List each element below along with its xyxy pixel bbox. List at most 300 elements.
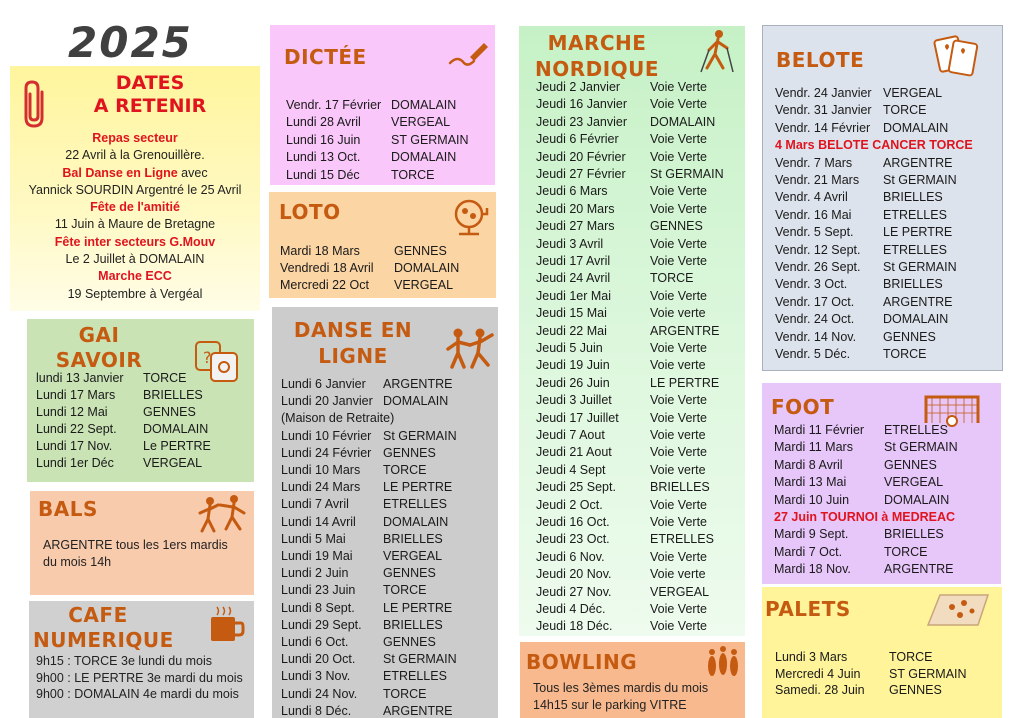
marche-place: DOMALAIN (650, 114, 716, 129)
marche-date: Jeudi 17 Avril (536, 254, 611, 268)
belote-row (775, 103, 1003, 120)
marche-place: Voie Verte (650, 149, 707, 164)
marche-date: Jeudi 3 Juillet (536, 393, 612, 408)
belote-date: Vendr. 14 Nov. (775, 329, 857, 344)
line-dancers-icon (444, 325, 496, 371)
foot-place: St GERMAIN (884, 440, 958, 455)
marche-row (536, 550, 741, 567)
marche-row (536, 411, 741, 428)
gai_savoir-date: Lundi 17 Nov. (36, 439, 113, 453)
marche-row (536, 393, 741, 410)
dictee-place: VERGEAL (391, 115, 451, 130)
foot-place: GENNES (884, 457, 937, 472)
foot-row (774, 440, 999, 457)
marche-row (536, 498, 741, 515)
marche-date: Jeudi 6 Nov. (536, 549, 605, 564)
marche-title: MARCHE NORDIQUE (534, 31, 660, 81)
dates-line-text: Fête inter secteurs G.Mouv (54, 234, 216, 249)
danse-row (281, 515, 496, 532)
belote-row (775, 347, 1003, 364)
palets-panel (762, 587, 1002, 718)
belote-row (775, 295, 1003, 312)
marche-row (536, 167, 741, 184)
dates-line (10, 268, 260, 285)
belote-date: 4 Mars BELOTE CANCER TORCE (775, 138, 973, 153)
marche-row (536, 428, 741, 445)
belote-row (775, 260, 1003, 277)
danse-place: BRIELLES (383, 531, 443, 546)
dictee-title: DICTÉE (284, 45, 367, 69)
dates-line (10, 130, 260, 147)
foot-place: ETRELLES (884, 423, 948, 437)
loto-row (280, 278, 492, 295)
marche-row (536, 80, 741, 97)
lottery-drum-icon (449, 196, 491, 238)
foot-date: Mardi 13 Mai (774, 475, 847, 490)
marche-place: Voie Verte (650, 132, 707, 147)
belote-row (775, 121, 1003, 138)
playing-cards-icon (933, 32, 981, 80)
marche-date: Jeudi 2 Janvier (536, 80, 621, 94)
dates-line-text: Bal Danse en Ligne (62, 165, 178, 180)
belote-panel (762, 25, 1003, 371)
marche-place: GENNES (650, 219, 703, 234)
foot-date: Mardi 11 Mars (774, 440, 853, 455)
marche-date: Jeudi 6 Février (536, 132, 619, 147)
belote-date: Vendr. 24 Janvier (775, 86, 872, 100)
danse-place: VERGEAL (383, 549, 443, 563)
danse-place: ARGENTRE (383, 377, 453, 391)
bowling-pins-icon (704, 644, 742, 680)
marche-row (536, 532, 741, 549)
danse-date: Lundi 8 Déc. (281, 703, 352, 718)
gai_savoir-date: lundi 13 Janvier (36, 371, 124, 385)
danse-date: Lundi 10 Mars (281, 463, 361, 477)
marche-panel (519, 26, 745, 636)
danse-row (281, 583, 496, 600)
marche-date: Jeudi 21 Aout (536, 445, 612, 460)
dates-panel (10, 66, 260, 311)
belote-place: ARGENTRE (883, 155, 953, 170)
marche-date: Jeudi 20 Nov. (536, 567, 612, 582)
dictee-date: Lundi 28 Avril (286, 115, 361, 130)
marche-date: Jeudi 5 Juin (536, 341, 603, 355)
belote-date: Vendr. 14 Février (775, 120, 871, 135)
marche-place: Voie Verte (650, 201, 707, 216)
danse-row (281, 566, 496, 583)
dictee-date: Lundi 15 Déc (286, 167, 360, 182)
marche-date: Jeudi 23 Oct. (536, 532, 610, 547)
marche-place: ETRELLES (650, 532, 714, 547)
danse-row (281, 497, 496, 514)
marche-date: Jeudi 27 Février (536, 167, 626, 181)
foot-date: 27 Juin TOURNOI à MEDREAC (774, 510, 956, 524)
marche-place: Voie verte (650, 462, 706, 477)
marche-date: Jeudi 23 Janvier (536, 114, 628, 129)
palets-place: GENNES (889, 683, 942, 697)
dates-line (10, 286, 260, 303)
svg-text:?: ? (203, 348, 212, 367)
loto-date: Mardi 18 Mars (280, 244, 360, 258)
gai-savoir-panel (27, 319, 254, 482)
danse-row (281, 669, 496, 686)
dates-line (10, 147, 260, 164)
nordic-walker-icon (695, 28, 737, 76)
belote-place: DOMALAIN (883, 120, 949, 135)
gai_savoir-row (36, 439, 251, 456)
dates-line-text: Repas secteur (92, 131, 178, 145)
foot-date: Mardi 10 Juin (774, 492, 850, 507)
palets-date: Samedi. 28 Juin (775, 683, 865, 697)
marche-row (536, 515, 741, 532)
marche-place: Voie Verte (650, 341, 707, 355)
danse-date: Lundi 2 Juin (281, 566, 349, 581)
bowling-text: Tous les 3èmes mardis du mois 14h15 sur le parking VITRE (533, 681, 709, 712)
marche-date: Jeudi 24 Avril (536, 271, 611, 286)
danse-place: GENNES (383, 635, 436, 649)
foot-date: Mardi 11 Février (774, 423, 865, 437)
danse-row (281, 635, 496, 652)
foot-date: Mardi 18 Nov. (774, 562, 851, 577)
marche-date: Jeudi 2 Oct. (536, 497, 603, 512)
marche-place: Voie verte (650, 428, 706, 442)
belote-row (775, 156, 1003, 173)
marche-place: Voie Verte (650, 515, 707, 529)
dictee-place: DOMALAIN (391, 98, 457, 112)
danse-date: Lundi 8 Sept. (281, 600, 355, 615)
belote-place: BRIELLES (883, 277, 943, 292)
foot-date: Mardi 8 Avril (774, 457, 843, 472)
danse-panel (272, 307, 498, 718)
danse-date: Lundi 3 Nov. (281, 669, 351, 684)
marche-place: Voie verte (650, 358, 706, 373)
belote-place: VERGEAL (883, 86, 943, 100)
belote-place: ETRELLES (883, 207, 947, 222)
marche-date: Jeudi 16 Janvier (536, 97, 628, 112)
danse-place: St GERMAIN (383, 652, 457, 667)
dictee-date: Lundi 16 Juin (286, 132, 361, 147)
marche-place: Voie verte (650, 567, 706, 582)
foot-panel (762, 383, 1001, 584)
danse-date: Lundi 20 Janvier (281, 394, 373, 409)
cafe-title: CAFE NUMERIQUE (33, 603, 174, 652)
marche-date: Jeudi 1er Mai (536, 288, 612, 303)
palets-date: Lundi 3 Mars (775, 650, 848, 664)
foot-row (774, 493, 999, 510)
marche-date: Jeudi 20 Février (536, 149, 626, 164)
belote-place: LE PERTRE (883, 225, 953, 240)
marche-row (536, 463, 741, 480)
palets-board-icon (922, 589, 992, 631)
danse-place: LE PERTRE (383, 480, 453, 495)
dictee-row (286, 168, 491, 185)
gai_savoir-date: Lundi 17 Mars (36, 388, 116, 402)
marche-place: ARGENTRE (650, 323, 720, 338)
gai_savoir-date: Lundi 22 Sept. (36, 422, 117, 436)
belote-date: Vendr. 31 Janvier (775, 103, 872, 118)
dates-line-suffix: avec (177, 165, 208, 180)
year-title (68, 18, 198, 66)
belote-row (775, 190, 1003, 207)
dates-line-text: 11 Juin à Maure de Bretagne (54, 217, 216, 232)
cafe-panel (29, 601, 254, 718)
marche-place: Voie Verte (650, 254, 707, 268)
marche-place: Voie Verte (650, 445, 707, 460)
danse-row (281, 687, 496, 704)
dates-line (10, 216, 260, 233)
loto-place: VERGEAL (394, 278, 454, 292)
belote-date: Vendr. 12 Sept. (775, 242, 861, 257)
marche-place: Voie Verte (650, 288, 707, 303)
loto-place: GENNES (394, 244, 447, 258)
danse-place: ETRELLES (383, 497, 447, 512)
marche-row (536, 619, 741, 636)
belote-place: ETRELLES (883, 242, 947, 257)
danse-place: GENNES (383, 445, 436, 460)
danse-place: LE PERTRE (383, 600, 453, 615)
palets-row (775, 667, 1000, 684)
belote-row (775, 208, 1003, 225)
gai_savoir-date: Lundi 1er Déc (36, 456, 114, 470)
bals-text: ARGENTRE tous les 1ers mardis du mois 14h (43, 538, 228, 569)
danse-date: (Maison de Retraite) (281, 411, 395, 426)
palets-date: Mercredi 4 Juin (775, 666, 861, 681)
danse-row (281, 394, 496, 411)
danse-row (281, 601, 496, 618)
marche-row (536, 184, 741, 201)
gai_savoir-place: VERGEAL (143, 456, 203, 470)
belote-date: Vendr. 7 Mars (775, 155, 853, 170)
belote-place: St GERMAIN (883, 260, 957, 274)
gai_savoir-date: Lundi 12 Mai (36, 405, 108, 419)
cafe-row: 9h15 : TORCE 3e lundi du mois (36, 654, 213, 668)
coffee-cup-icon (207, 603, 247, 645)
foot-row (774, 458, 999, 475)
marche-date: Jeudi 7 Aout (536, 428, 605, 442)
loto-place: DOMALAIN (394, 261, 460, 275)
palets-title: PALETS (765, 597, 851, 621)
danse-place: TORCE (383, 583, 427, 598)
belote-place: DOMALAIN (883, 312, 949, 327)
dates-line (10, 234, 260, 251)
marche-row (536, 358, 741, 375)
marche-row (536, 254, 741, 271)
marche-date: Jeudi 18 Déc. (536, 619, 613, 634)
marche-date: Jeudi 3 Avril (536, 236, 604, 251)
gai_savoir-place: BRIELLES (143, 388, 203, 402)
danse-date: Lundi 5 Mai (281, 531, 346, 546)
dates-line (10, 251, 260, 268)
marche-place: Voie Verte (650, 393, 707, 408)
bals-title: BALS (38, 497, 98, 521)
danse-title: DANSE EN LIGNE (293, 318, 413, 368)
cafe-row: 9h00 : LE PERTRE 3e mardi du mois (36, 670, 243, 685)
gai_savoir-row (36, 405, 251, 422)
marche-row (536, 150, 741, 167)
dates-line-text: Yannick SOURDIN Argentré le 25 Avril (28, 182, 242, 197)
danse-date: Lundi 29 Sept. (281, 617, 362, 632)
marche-place: TORCE (650, 271, 694, 286)
marche-row (536, 219, 741, 236)
danse-date: Lundi 24 Février (281, 445, 372, 460)
danse-row (281, 377, 496, 394)
marche-date: Jeudi 20 Mars (536, 201, 615, 216)
belote-place: GENNES (883, 329, 936, 344)
dancers-icon (196, 493, 250, 535)
belote-place: ARGENTRE (883, 294, 953, 309)
palets-place: TORCE (889, 650, 933, 664)
marche-row (536, 237, 741, 254)
gai_savoir-row (36, 388, 251, 405)
foot-row (774, 527, 999, 544)
belote-row (775, 225, 1003, 242)
year-text: 2025 (68, 18, 193, 66)
cafe-list (36, 653, 243, 703)
gai_savoir-place: DOMALAIN (143, 422, 209, 436)
danse-date: Lundi 23 Juin (281, 583, 356, 598)
dates-line-text: Fête de l'amitié (90, 200, 180, 215)
foot-row (774, 510, 999, 527)
danse-place: BRIELLES (383, 617, 443, 632)
foot-row (774, 423, 999, 440)
marche-place: Voie Verte (650, 80, 707, 94)
marche-place: Voie Verte (650, 410, 707, 425)
danse-place: St GERMAIN (383, 428, 457, 443)
danse-row (281, 652, 496, 669)
marche-place: Voie Verte (650, 549, 707, 564)
foot-date: Mardi 9 Sept. (774, 527, 849, 542)
foot-place: BRIELLES (884, 527, 944, 542)
belote-row (775, 330, 1003, 347)
belote-date: Vendr. 17 Oct. (775, 294, 855, 309)
dates-line-text: 22 Avril à la Grenouillère. (65, 148, 205, 163)
dictee-row (286, 133, 491, 150)
gai_savoir-row (36, 371, 251, 388)
gai-savoir-title: GAI SAVOIR (55, 323, 143, 372)
loto-row (280, 261, 492, 278)
dates-line (10, 199, 260, 216)
foot-place: ARGENTRE (884, 562, 954, 577)
marche-place: Voie Verte (650, 97, 707, 112)
marche-row (536, 341, 741, 358)
cafe-row: 9h00 : DOMALAIN 4e mardi du mois (36, 687, 239, 701)
dates-list (10, 130, 260, 303)
marche-date: Jeudi 6 Mars (536, 184, 608, 199)
danse-place: TORCE (383, 463, 427, 477)
belote-place: TORCE (883, 103, 927, 118)
marche-row (536, 567, 741, 584)
foot-row (774, 475, 999, 492)
dictee-panel (270, 25, 495, 185)
danse-row (281, 618, 496, 635)
bals-panel (30, 491, 254, 595)
marche-row (536, 324, 741, 341)
danse-place: DOMALAIN (383, 514, 449, 529)
belote-date: Vendr. 4 Avril (775, 190, 848, 205)
foot-row (774, 562, 999, 579)
belote-place: TORCE (883, 347, 927, 361)
gai_savoir-place: Le PERTRE (143, 439, 211, 453)
marche-row (536, 445, 741, 462)
marche-place: Voie Verte (650, 497, 707, 512)
palets-row (775, 683, 1000, 700)
marche-row (536, 306, 741, 323)
marche-place: VERGEAL (650, 584, 710, 599)
danse-place: TORCE (383, 686, 427, 701)
marche-row (536, 115, 741, 132)
foot-place: VERGEAL (884, 475, 944, 490)
gai_savoir-place: TORCE (143, 371, 187, 385)
marche-row (536, 585, 741, 602)
belote-row (775, 86, 1003, 103)
bowling-title: BOWLING (526, 650, 638, 674)
danse-date: Lundi 24 Nov. (281, 686, 358, 701)
marche-date: Jeudi 22 Mai (536, 323, 607, 338)
dates-line-text: Le 2 Juillet à DOMALAIN (65, 252, 205, 267)
danse-date: Lundi 20 Oct. (281, 652, 356, 667)
foot-place: DOMALAIN (884, 492, 950, 507)
gai_savoir-row (36, 456, 251, 473)
belote-row (775, 138, 1003, 155)
bowling-panel (520, 642, 745, 718)
dictee-row (286, 150, 491, 167)
dictee-date: Vendr. 17 Février (286, 98, 382, 112)
marche-date: Jeudi 25 Sept. (536, 480, 616, 495)
marche-place: Voie verte (650, 306, 706, 321)
belote-place: BRIELLES (883, 190, 943, 205)
marche-date: Jeudi 4 Déc. (536, 602, 606, 616)
loto-title: LOTO (279, 200, 341, 224)
paperclip-icon (18, 78, 52, 130)
dates-title: DATES A RETENIR (93, 72, 207, 117)
belote-date: Vendr. 5 Déc. (775, 347, 851, 361)
loto-date: Vendredi 18 Avril (280, 261, 374, 275)
marche-place: Voie Verte (650, 602, 707, 616)
marche-date: Jeudi 17 Juillet (536, 410, 619, 425)
marche-date: Jeudi 15 Mai (536, 306, 607, 321)
marche-place: LE PERTRE (650, 375, 720, 390)
dictee-row (286, 98, 491, 115)
danse-row (281, 549, 496, 566)
dictee-row (286, 115, 491, 132)
belote-place: St GERMAIN (883, 173, 957, 187)
marche-row (536, 97, 741, 114)
loto-row (280, 244, 492, 261)
danse-date: Lundi 7 Avril (281, 497, 349, 512)
belote-row (775, 173, 1003, 190)
marche-row (536, 271, 741, 288)
marche-date: Jeudi 27 Mars (536, 219, 615, 234)
belote-row (775, 312, 1003, 329)
belote-date: Vendr. 21 Mars (775, 173, 860, 187)
dictee-place: DOMALAIN (391, 150, 457, 165)
marche-date: Jeudi 16 Oct. (536, 515, 610, 529)
danse-row (281, 480, 496, 497)
belote-date: Vendr. 26 Sept. (775, 260, 861, 274)
danse-date: Lundi 10 Février (281, 428, 372, 443)
danse-date: Lundi 19 Mai (281, 549, 353, 563)
foot-row (774, 545, 999, 562)
belote-row (775, 277, 1003, 294)
loto-panel (269, 192, 496, 298)
danse-date: Lundi 6 Janvier (281, 377, 366, 391)
marche-place: St GERMAIN (650, 167, 724, 181)
gai_savoir-place: GENNES (143, 405, 196, 419)
danse-place: ETRELLES (383, 669, 447, 684)
marche-row (536, 376, 741, 393)
pen-writing-icon (446, 37, 490, 71)
marche-row (536, 202, 741, 219)
